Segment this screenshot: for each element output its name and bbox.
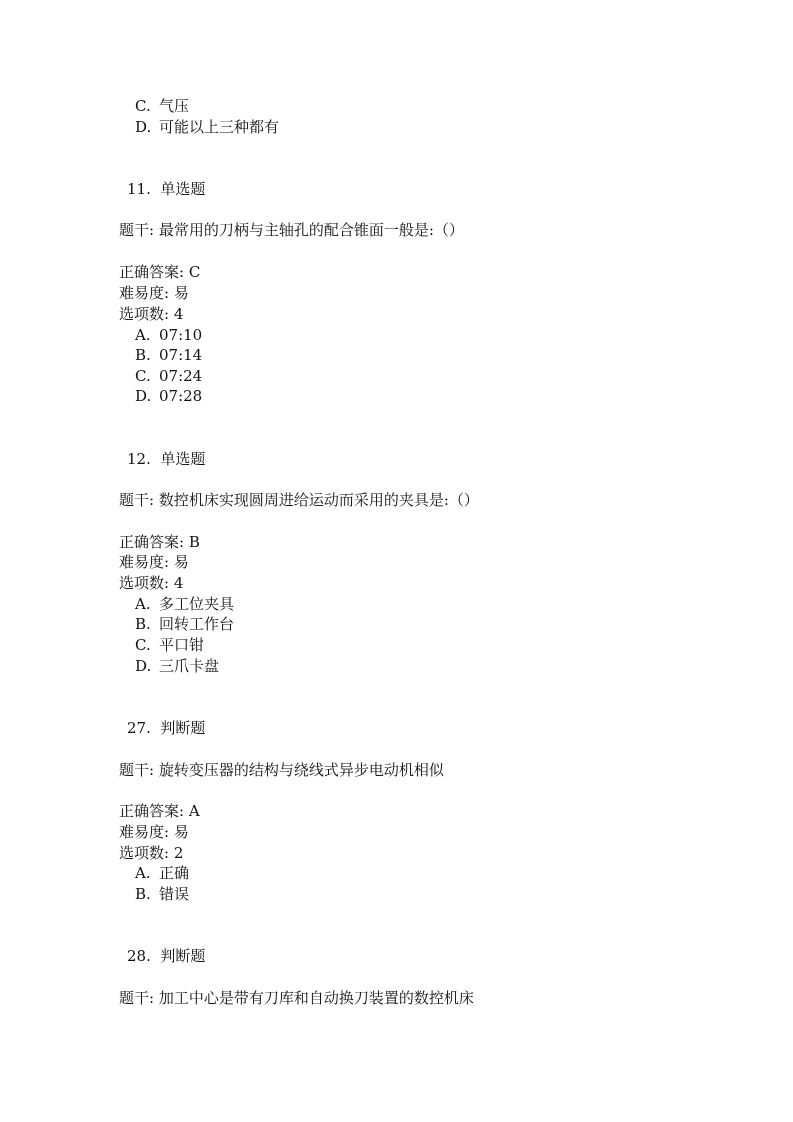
option-text: 07:14: [159, 346, 203, 364]
option-letter: C.: [135, 367, 151, 385]
question-header: [127, 449, 205, 469]
option-row: [135, 635, 204, 655]
option-count-label: 选项数:: [119, 305, 170, 323]
question-type: 判断题: [160, 719, 206, 737]
option-letter: D.: [135, 118, 152, 136]
option-count-value: 4: [173, 574, 184, 592]
option-letter: B.: [135, 346, 151, 364]
difficulty-label: 难易度:: [119, 284, 170, 302]
option-count-row: [119, 573, 183, 593]
difficulty-row: [119, 552, 189, 572]
option-text: 07:10: [159, 326, 203, 344]
option-text: 07:24: [159, 367, 203, 385]
answer-label: 正确答案:: [119, 802, 185, 820]
option-row: [135, 594, 234, 614]
option-row: [135, 884, 189, 904]
option-count-value: 4: [173, 305, 184, 323]
option-letter: A.: [135, 864, 151, 882]
stem-label: 题干:: [119, 221, 155, 239]
option-row: [135, 386, 202, 406]
difficulty-value: 易: [173, 823, 189, 841]
option-row: [135, 656, 219, 676]
stem-text: 旋转变压器的结构与绕线式异步电动机相似: [158, 761, 444, 779]
option-letter: D.: [135, 387, 152, 405]
option-row: [135, 96, 189, 116]
option-row: [135, 863, 189, 883]
answer-label: 正确答案:: [119, 263, 185, 281]
difficulty-value: 易: [173, 284, 189, 302]
option-text: 平口钳: [159, 636, 205, 654]
option-text: 回转工作台: [159, 615, 235, 633]
answer-label: 正确答案:: [119, 533, 185, 551]
option-text: 多工位夹具: [159, 595, 235, 613]
option-letter: B.: [135, 615, 151, 633]
answer-value: C: [188, 263, 201, 281]
question-stem: [119, 760, 444, 780]
question-type: 单选题: [160, 180, 206, 198]
question-stem: [119, 220, 464, 240]
question-header: [127, 946, 205, 966]
option-letter: A.: [135, 326, 151, 344]
difficulty-value: 易: [173, 553, 189, 571]
option-text: 07:28: [159, 387, 203, 405]
option-letter: C.: [135, 97, 151, 115]
question-number: 28.: [127, 947, 151, 965]
stem-label: 题干:: [119, 491, 155, 509]
option-count-label: 选项数:: [119, 574, 170, 592]
option-letter: C.: [135, 636, 151, 654]
difficulty-label: 难易度:: [119, 553, 170, 571]
option-text: 三爪卡盘: [159, 657, 220, 675]
answer-value: B: [188, 533, 200, 551]
option-row: [135, 614, 234, 634]
difficulty-row: [119, 822, 189, 842]
question-number: 11.: [127, 180, 151, 198]
question-header: [127, 718, 205, 738]
option-count-value: 2: [173, 844, 184, 862]
stem-text: 加工中心是带有刀库和自动换刀装置的数控机床: [158, 989, 474, 1007]
question-type: 判断题: [160, 947, 206, 965]
question-stem: [119, 988, 474, 1008]
stem-text: 最常用的刀柄与主轴孔的配合锥面一般是:（）: [158, 221, 464, 239]
question-number: 27.: [127, 719, 151, 737]
stem-label: 题干:: [119, 989, 155, 1007]
option-letter: A.: [135, 595, 151, 613]
question-header: [127, 179, 205, 199]
option-text: 可能以上三种都有: [159, 118, 280, 136]
question-number: 12.: [127, 450, 151, 468]
option-letter: D.: [135, 657, 152, 675]
answer-row: [119, 801, 200, 821]
option-count-label: 选项数:: [119, 844, 170, 862]
option-text: 错误: [159, 885, 190, 903]
option-letter: B.: [135, 885, 151, 903]
answer-value: A: [188, 802, 200, 820]
answer-row: [119, 532, 200, 552]
option-row: [135, 345, 202, 365]
question-type: 单选题: [160, 450, 206, 468]
question-stem: [119, 490, 479, 510]
difficulty-row: [119, 283, 189, 303]
option-text: 正确: [159, 864, 190, 882]
option-row: [135, 117, 279, 137]
option-count-row: [119, 304, 183, 324]
option-row: [135, 366, 202, 386]
stem-text: 数控机床实现圆周进给运动而采用的夹具是:（）: [158, 491, 479, 509]
option-row: [135, 325, 202, 345]
option-count-row: [119, 843, 183, 863]
answer-row: [119, 262, 200, 282]
stem-label: 题干:: [119, 761, 155, 779]
option-text: 气压: [159, 97, 190, 115]
difficulty-label: 难易度:: [119, 823, 170, 841]
